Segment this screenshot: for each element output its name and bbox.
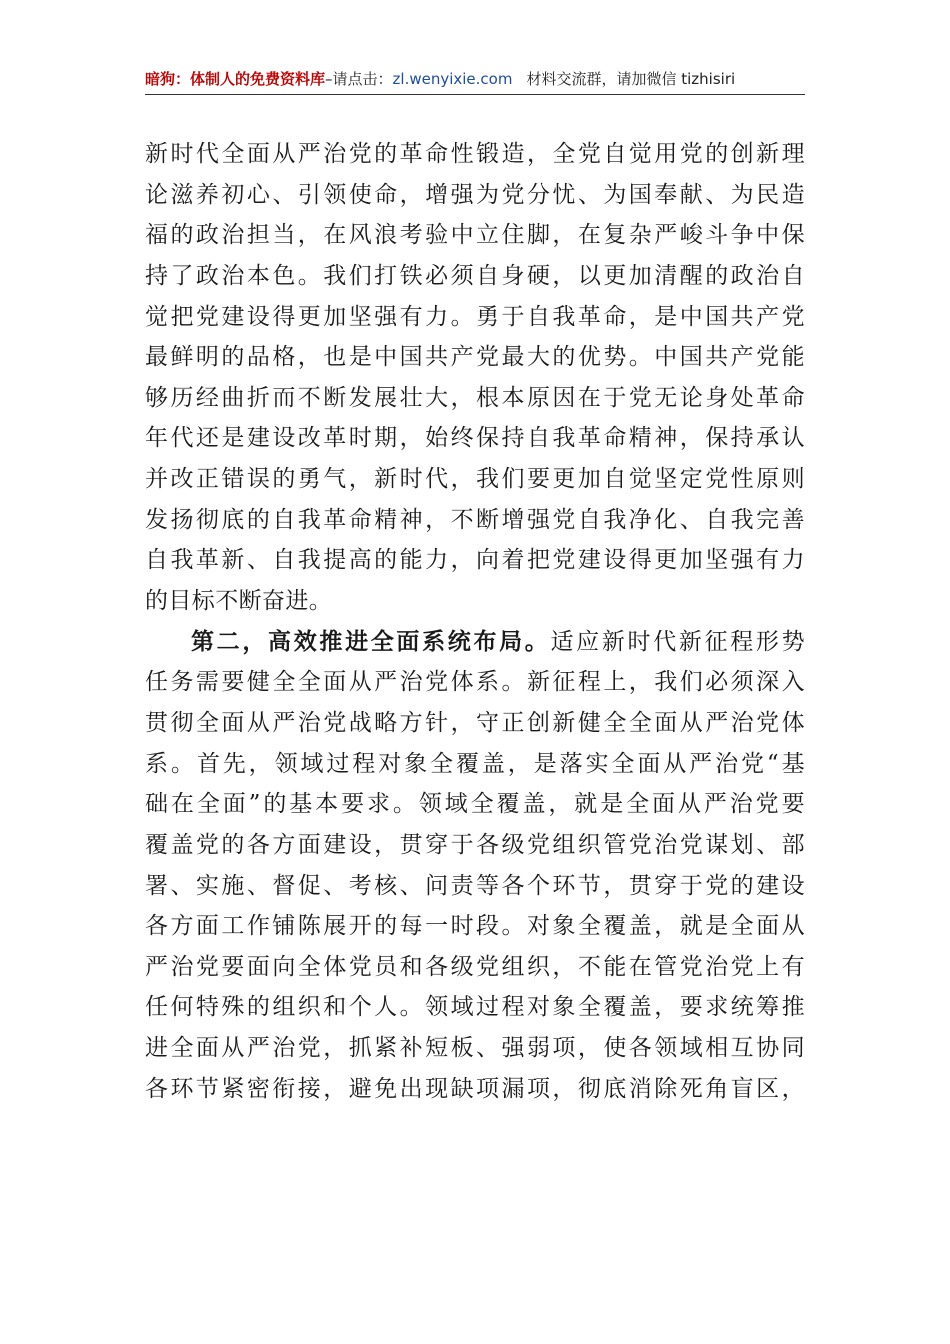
paragraph-line: 各环节紧密衔接，避免出现缺项漏项，彻底消除死角盲区，: [145, 1075, 805, 1102]
paragraph-line: 础在全面”的基本要求。领域全覆盖，就是全面从严治党要: [145, 791, 805, 818]
section-heading: 第二，高效推进全面系统布局。: [191, 627, 551, 655]
paragraph-line: 各方面工作铺陈展开的每一时段。对象全覆盖，就是全面从: [145, 913, 805, 940]
paragraph-line: 严治党要面向全体党员和各级党组织，不能在管党治党上有: [145, 953, 805, 980]
paragraph-line: 觉把党建设得更加坚强有力。勇于自我革命，是中国共产党: [145, 303, 805, 330]
paragraph-line: 持了政治本色。我们打铁必须自身硬，以更加清醒的政治自: [145, 262, 805, 289]
paragraph-line: 署、实施、督促、考核、问责等各个环节，贯穿于党的建设: [145, 872, 805, 899]
paragraph-line: 自我革新、自我提高的能力，向着把党建设得更加坚强有力: [145, 547, 805, 574]
paragraph-line: 发扬彻底的自我革命精神，不断增强党自我净化、自我完善: [145, 506, 805, 533]
document-body: [145, 134, 805, 1109]
paragraph-line: 并改正错误的勇气，新时代，我们要更加自觉坚定党性原则: [145, 466, 805, 493]
paragraph-line: 论滋养初心、引领使命，增强为党分忧、为国奉献、为民造: [145, 181, 805, 208]
paragraph-line: 新时代全面从严治党的革命性锻造，全党自觉用党的创新理: [145, 141, 805, 167]
header-group-notice: 材料交流群，请加微信 tizhisiri: [526, 70, 736, 88]
paragraph-line: 覆盖党的各方面建设，贯穿于各级党组织管党治党谋划、部: [145, 831, 805, 858]
paragraph-line: 够历经曲折而不断发展壮大，根本原因在于党无论身处革命: [145, 384, 805, 411]
header-url-link[interactable]: zl.wenyixie.com: [392, 70, 513, 88]
paragraph-line: 任务需要健全全面从严治党体系。新征程上，我们必须深入: [145, 669, 805, 696]
paragraph-line: 系。首先，领域过程对象全覆盖，是落实全面从严治党“基: [145, 750, 805, 777]
page-header: [145, 64, 805, 95]
section-heading-rest: 适应新时代新征程形势: [550, 628, 805, 655]
header-site-name: 暗狗：体制人的免费资料库: [145, 70, 326, 88]
paragraph-line: 年代还是建设改革时期，始终保持自我革命精神，保持承认: [145, 425, 805, 452]
paragraph-line: 的目标不断奋进。: [145, 588, 333, 615]
section-heading-line: [145, 622, 805, 663]
paragraph-line: 进全面从严治党，抓紧补短板、强弱项，使各领域相互协同: [145, 1035, 805, 1062]
header-click-prefix: –请点击：: [325, 70, 393, 88]
paragraph-line: 福的政治担当，在风浪考验中立住脚，在复杂严峻斗争中保: [145, 222, 805, 249]
paragraph-line: 最鲜明的品格，也是中国共产党最大的优势。中国共产党能: [145, 344, 805, 371]
paragraph-line: 贯彻全面从严治党战略方针，守正创新健全全面从严治党体: [145, 709, 805, 736]
paragraph-line: 任何特殊的组织和个人。领域过程对象全覆盖，要求统筹推: [145, 994, 805, 1021]
